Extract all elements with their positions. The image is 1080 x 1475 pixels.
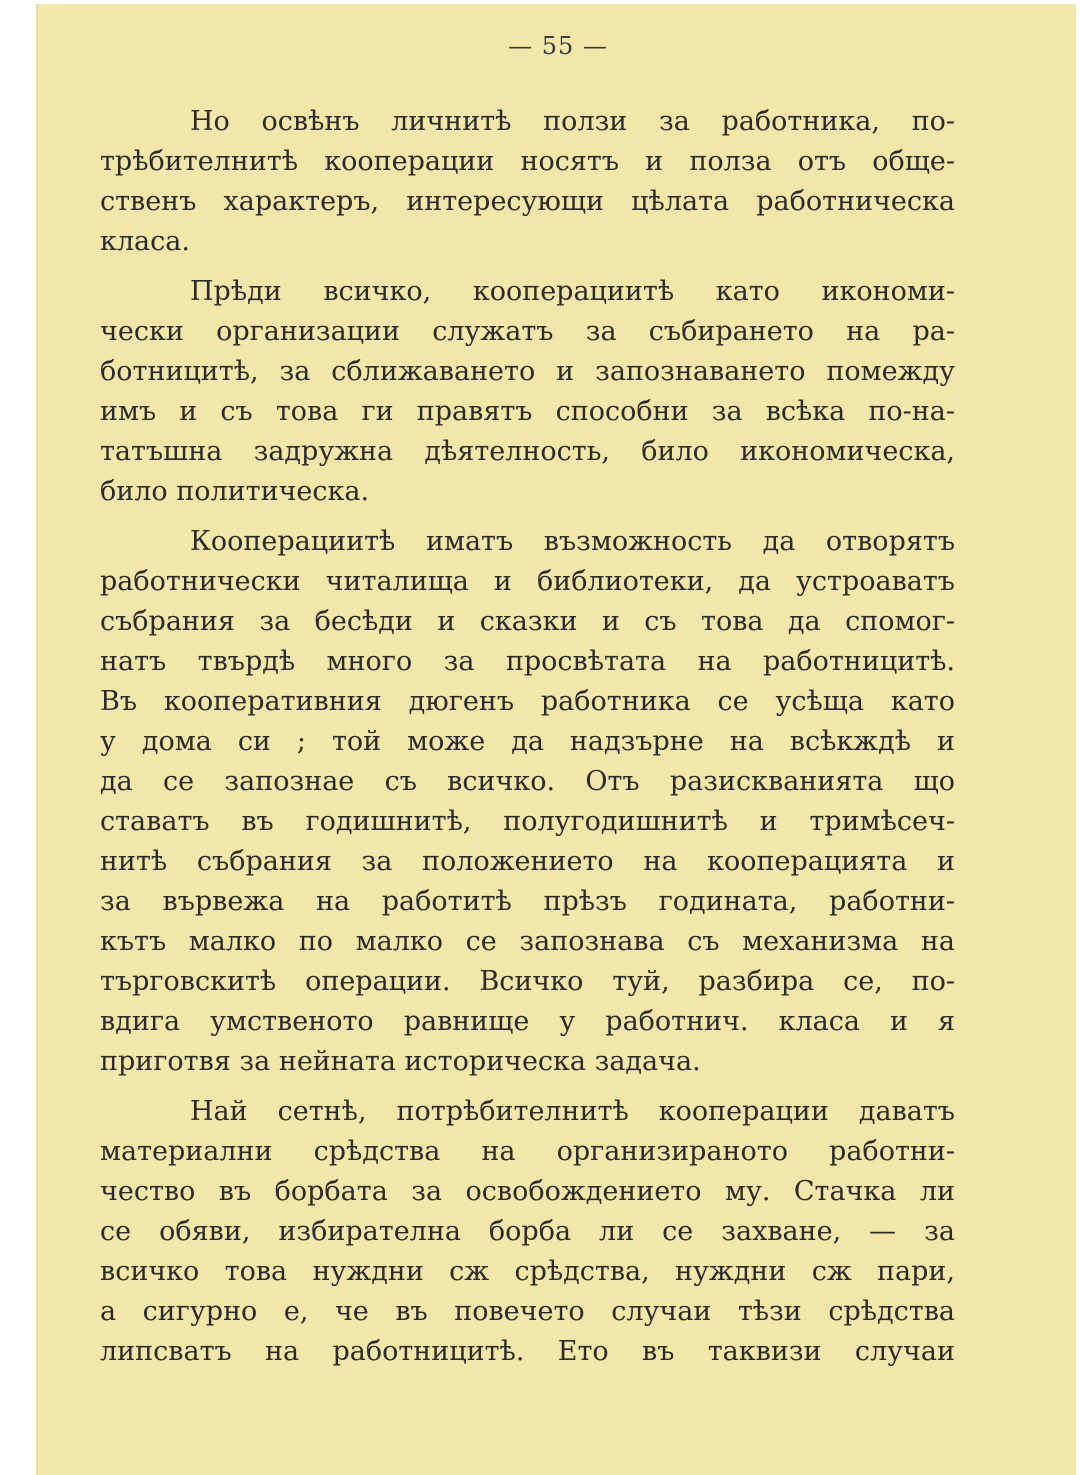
text-line: Най сетнѣ, потрѣбителнитѣ кооперации даватъ xyxy=(190,1096,955,1127)
paragraph-1 xyxy=(100,102,955,262)
page-number: — 55 — xyxy=(508,32,608,60)
text-line: чество въ борбата за освобождението му. Стачка ли xyxy=(100,1176,955,1207)
paragraph-3 xyxy=(100,522,955,1082)
text-line: Въ кооперативния дюгенъ работника се усѣща като xyxy=(100,686,955,717)
text-line: у дома си ; той може да надзърне на всѣкждѣ и xyxy=(100,726,955,757)
text-line: приготвя за нейната историческа задача. xyxy=(100,1046,701,1077)
text-line: нитѣ събрания за положението на кооперацията и xyxy=(100,846,955,877)
text-line: търговскитѣ операции. Всичко туй, разбира се, по- xyxy=(100,966,955,997)
text-line: кътъ малко по малко се запознава съ механизма на xyxy=(100,926,955,957)
text-line: Кооперациитѣ иматъ възможность да отворятъ xyxy=(190,526,955,557)
text-line: ственъ характеръ, интересующи цѣлата работническа xyxy=(100,186,955,217)
paragraph-4 xyxy=(100,1092,955,1372)
text-line: ботницитѣ, за сближаването и запознаването помежду xyxy=(100,356,955,387)
text-line: Прѣди всичко, кооперациитѣ като икономи- xyxy=(190,276,955,307)
text-line: чески организации служатъ за събирането на ра- xyxy=(100,316,955,347)
text-line: имъ и съ това ги правятъ способни за всѣка по-на- xyxy=(100,396,955,427)
text-line: липсватъ на работницитѣ. Ето въ таквизи случаи xyxy=(100,1336,955,1367)
text-line: трѣбителнитѣ кооперации носятъ и полза отъ обще- xyxy=(100,146,955,177)
body-text xyxy=(100,102,955,1372)
text-line: било политическа. xyxy=(100,476,370,507)
text-line: материални срѣдства на организираното работни- xyxy=(100,1136,955,1167)
text-line: всичко това нуждни сж срѣдства, нуждни сж пари, xyxy=(100,1256,955,1287)
book-page xyxy=(36,4,1076,1475)
text-line: работнически читалища и библиотеки, да устроаватъ xyxy=(100,566,955,597)
text-line: събрания за бесѣди и сказки и съ това да спомог- xyxy=(100,606,955,637)
paragraph-2 xyxy=(100,272,955,512)
text-line: вдига умственото равнище у работнич. класа и я xyxy=(100,1006,955,1037)
text-line: се обяви, избирателна борба ли се захване, — за xyxy=(100,1216,955,1247)
text-line: класа. xyxy=(100,226,190,257)
text-line: Но освѣнъ личнитѣ ползи за работника, по- xyxy=(190,106,955,137)
text-line: да се запознае съ всичко. Отъ разискванията що xyxy=(100,766,955,797)
text-line: а сигурно е, че въ повечето случаи тѣзи срѣдства xyxy=(100,1296,955,1327)
text-line: татъшна задружна дѣятелность, било икономическа, xyxy=(100,436,955,467)
text-line: ставатъ въ годишнитѣ, полугодишнитѣ и тримѣсеч- xyxy=(100,806,955,837)
text-line: натъ твърдѣ много за просвѣтата на работницитѣ. xyxy=(100,646,955,677)
text-line: за вървежа на работитѣ прѣзъ годината, работни- xyxy=(100,886,955,917)
